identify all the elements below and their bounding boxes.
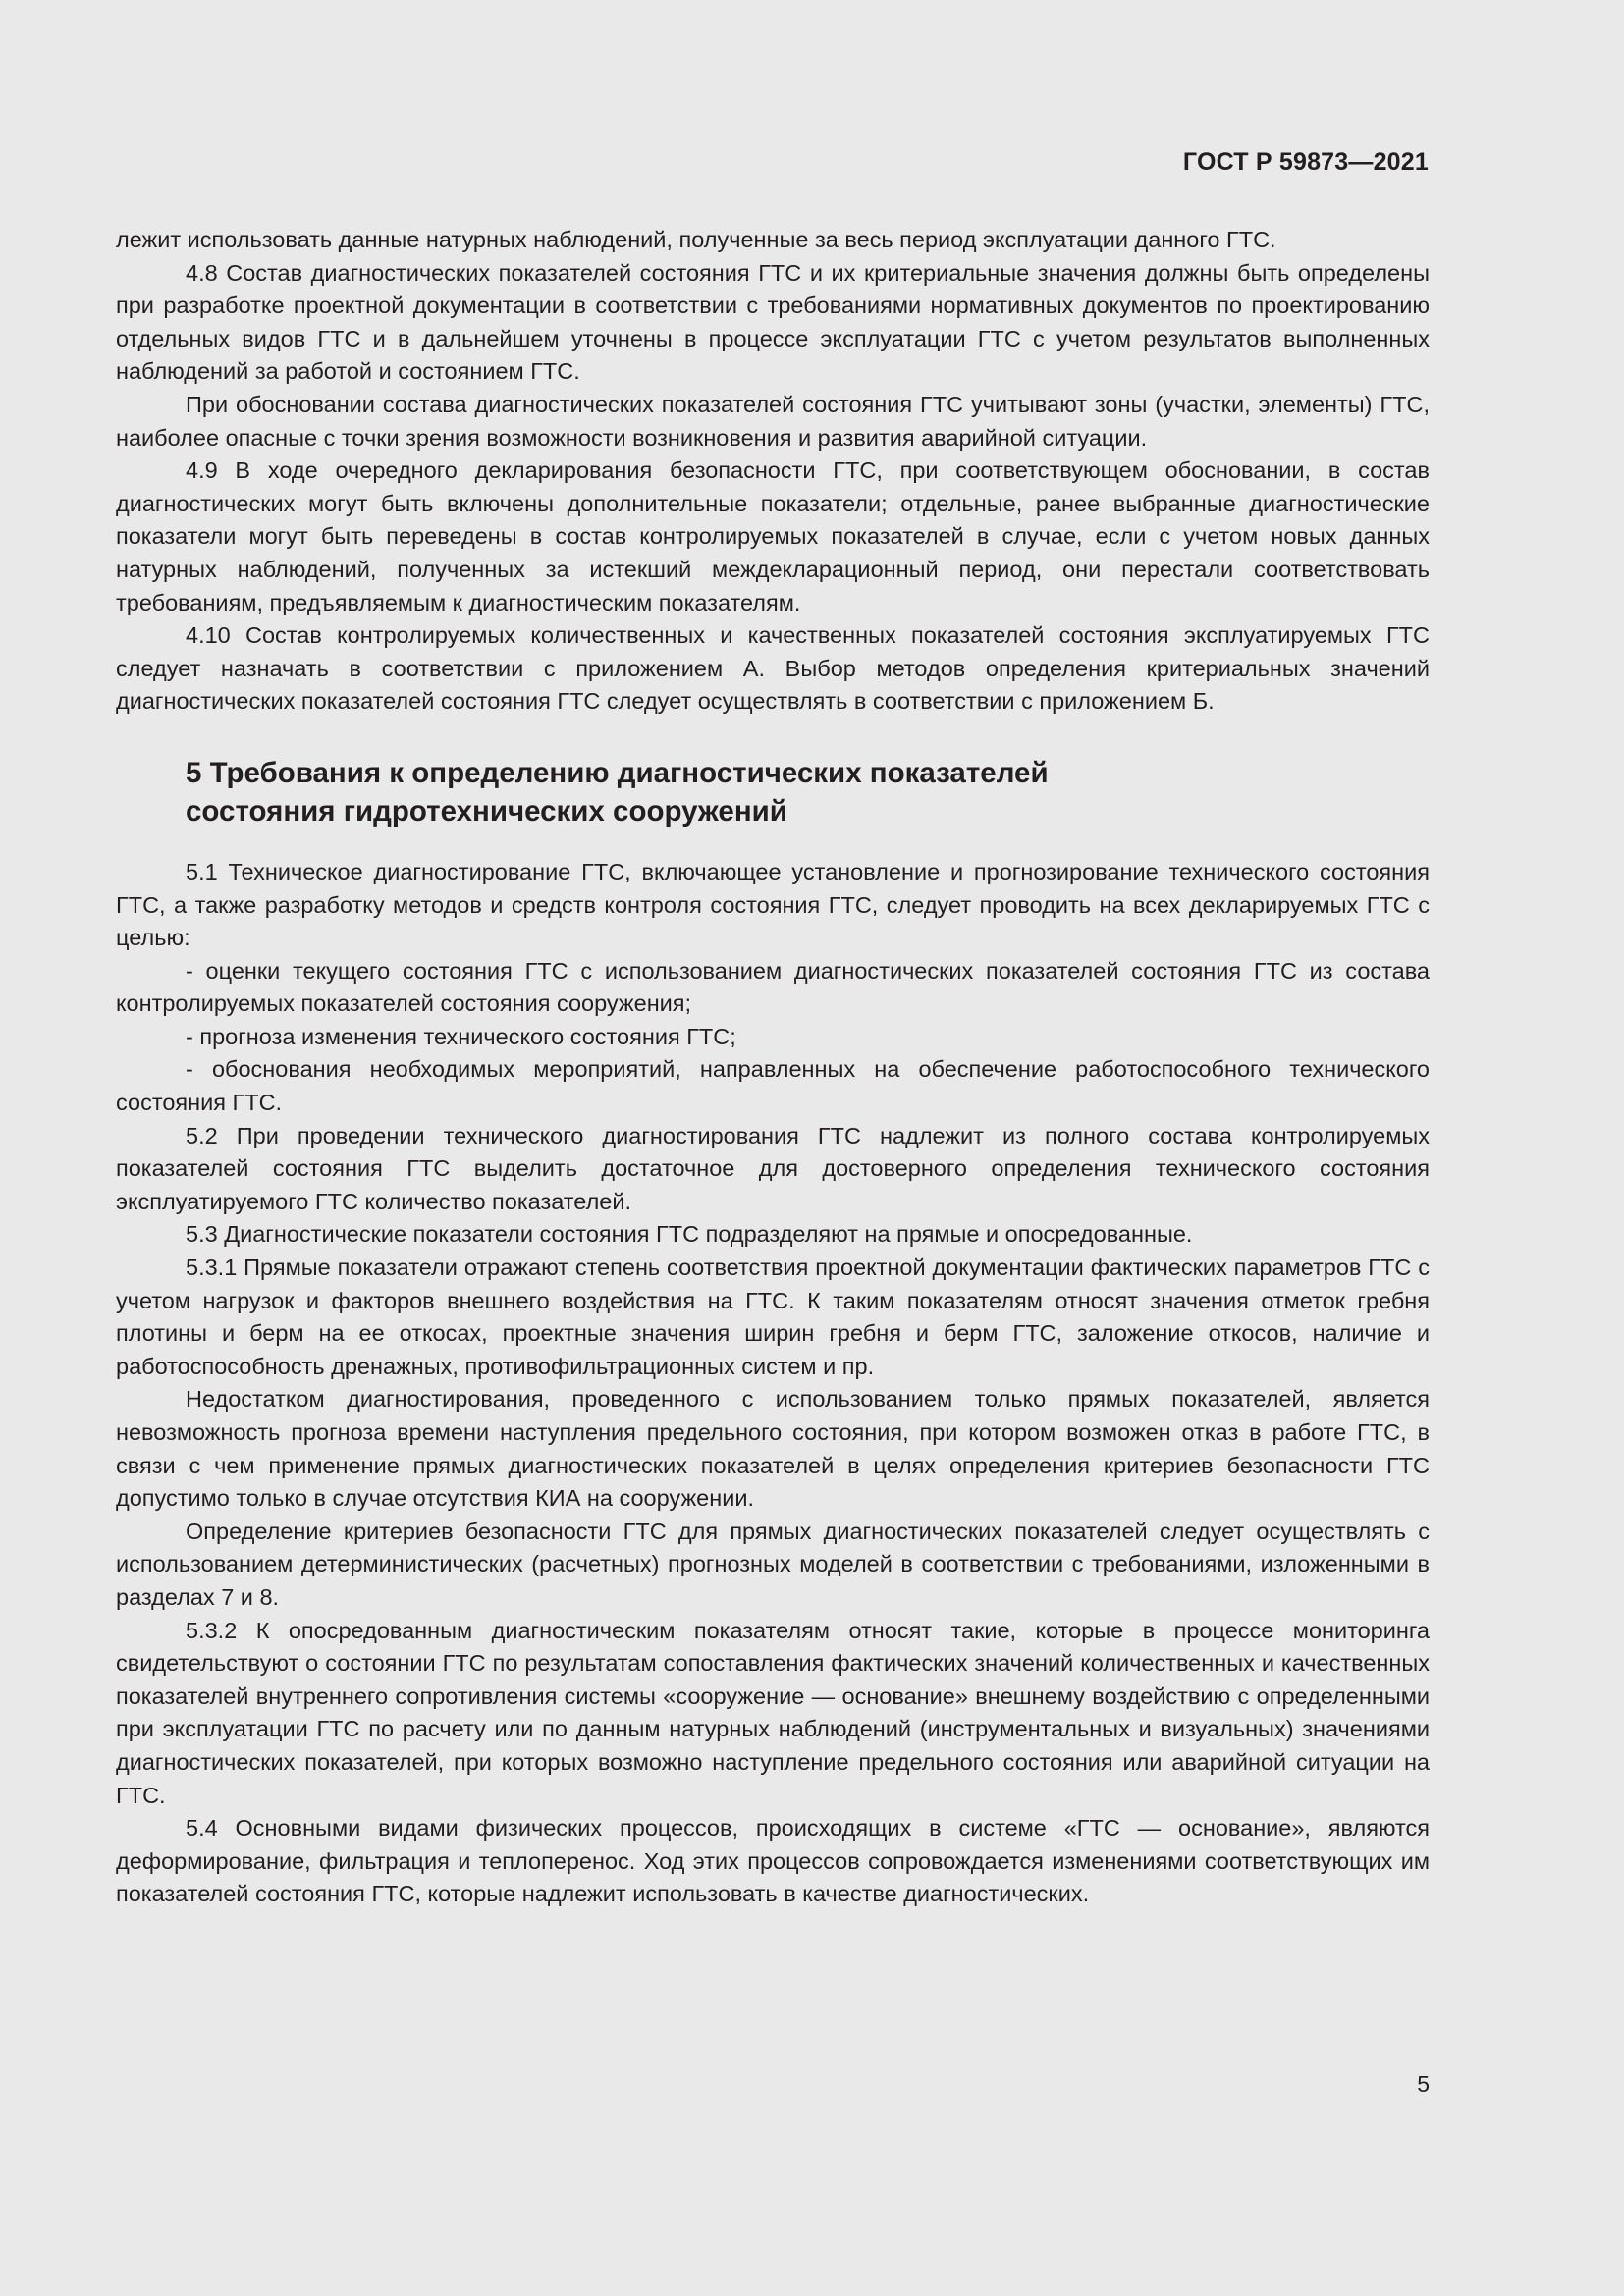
- paragraph-5-1: 5.1 Техническое диагностирование ГТС, включающее установление и прогнозирование технического состояния ГТС, а также разработку методов и средств контроля состояния ГТС, следует проводить на всех декларируемых ГТС с целью:: [116, 858, 1430, 951]
- paragraph-5-4: 5.4 Основными видами физических процессов, происходящих в системе «ГТС — основание», являются деформирование, фильтрация и теплоперенос. Ход этих процессов сопровождается изменениями соответствующих им показателей состояния ГТС, которые надлежит использовать в качестве диагностических.: [116, 1815, 1430, 1907]
- list-item-forecast: - прогноза изменения технического состояния ГТС;: [186, 1023, 736, 1049]
- paragraph-5-2: 5.2 При проведении технического диагностирования ГТС надлежит из полного состава контролируемых показателей состояния ГТС выделить достаточное для достоверного определения технического состояния эксплуатируемого ГТС количество показателей.: [116, 1122, 1430, 1214]
- section-title-line-1: 5 Требования к определению диагностических показателей: [186, 756, 1049, 789]
- section-5-title: [186, 754, 1430, 830]
- standard-code-header: ГОСТ Р 59873—2021: [1182, 148, 1429, 176]
- paragraph-5-3-2: 5.3.2 К опосредованным диагностическим показателям относят такие, которые в процессе мониторинга свидетельствуют о состоянии ГТС по результатам сопоставления фактических значений количественных и качественных показателей внутреннего сопротивления системы «сооружение — основание» внешнему воздействию с определенными при эксплуатации ГТС по расчету или по данным натурных наблюдений (инструментальных и визуальных) значениями диагностических показателей, при которых возможно наступление предельного состояния или аварийной ситуации на ГТС.: [116, 1617, 1430, 1808]
- paragraph-direct-drawback: Недостатком диагностирования, проведенного с использованием только прямых показателей, является невозможность прогноза времени наступления предельного состояния, при котором возможен отказ в работе ГТС, в связи с чем применение прямых диагностических показателей в целях определения критериев безопасности ГТС допустимо только в случае отсутствия КИА на сооружении.: [116, 1386, 1430, 1512]
- page-number: 5: [1417, 2071, 1430, 2097]
- document-body: [116, 224, 1430, 1911]
- paragraph-4-8: 4.8 Состав диагностических показателей состояния ГТС и их критериальные значения должны быть определены при разработке проектной документации в соответствии с требованиями нормативных документов по проектированию отдельных видов ГТС и в дальнейшем уточнены в процессе эксплуатации ГТС с учетом результатов выполненных наблюдений за работой и состоянием ГТС.: [116, 259, 1430, 385]
- paragraph-direct-criteria: Определение критериев безопасности ГТС для прямых диагностических показателей следует осуществлять с использованием детерминистических (расчетных) прогнозных моделей в соответствии с требованиями, изложенными в разделах 7 и 8.: [116, 1518, 1430, 1610]
- list-item-justification: - обоснования необходимых мероприятий, направленных на обеспечение работоспособного технического состояния ГТС.: [116, 1056, 1430, 1116]
- list-item-assessment: - оценки текущего состояния ГТС с использованием диагностических показателей состояния ГТС из состава контролируемых показателей состояния сооружения;: [116, 957, 1430, 1017]
- paragraph-4-8-note: При обосновании состава диагностических показателей состояния ГТС учитывают зоны (участки, элементы) ГТС, наиболее опасные с точки зрения возможности возникновения и развития аварийной ситуации.: [116, 391, 1430, 451]
- paragraph-4-10: 4.10 Состав контролируемых количественных и качественных показателей состояния эксплуатируемых ГТС следует назначать в соответствии с приложением А. Выбор методов определения критериальных значений диагностических показателей состояния ГТС следует осуществлять в соответствии с приложением Б.: [116, 622, 1430, 715]
- paragraph-continuation: лежит использовать данные натурных наблюдений, полученные за весь период эксплуатации данного ГТС.: [116, 227, 1276, 252]
- paragraph-4-9: 4.9 В ходе очередного декларирования безопасности ГТС, при соответствующем обосновании, в состав диагностических могут быть включены дополнительные показатели; отдельные, ранее выбранные диагностические показатели могут быть переведены в состав контролируемых показателей в случае, если с учетом новых данных натурных наблюдений, полученных за истекший междекларационный период, они перестали соответствовать требованиям, предъявляемым к диагностическим показателям.: [116, 457, 1430, 615]
- paragraph-5-3-1: 5.3.1 Прямые показатели отражают степень соответствия проектной документации фактических параметров ГТС с учетом нагрузок и факторов внешнего воздействия на ГТС. К таким показателям относят значения отметок гребня плотины и берм на ее откосах, проектные значения ширин гребня и берм ГТС, заложение откосов, наличие и работоспособность дренажных, противофильтрационных систем и пр.: [116, 1255, 1430, 1379]
- paragraph-5-3: 5.3 Диагностические показатели состояния ГТС подразделяют на прямые и опосредованные.: [186, 1221, 1193, 1248]
- section-title-line-2: состояния гидротехнических сооружений: [186, 794, 787, 828]
